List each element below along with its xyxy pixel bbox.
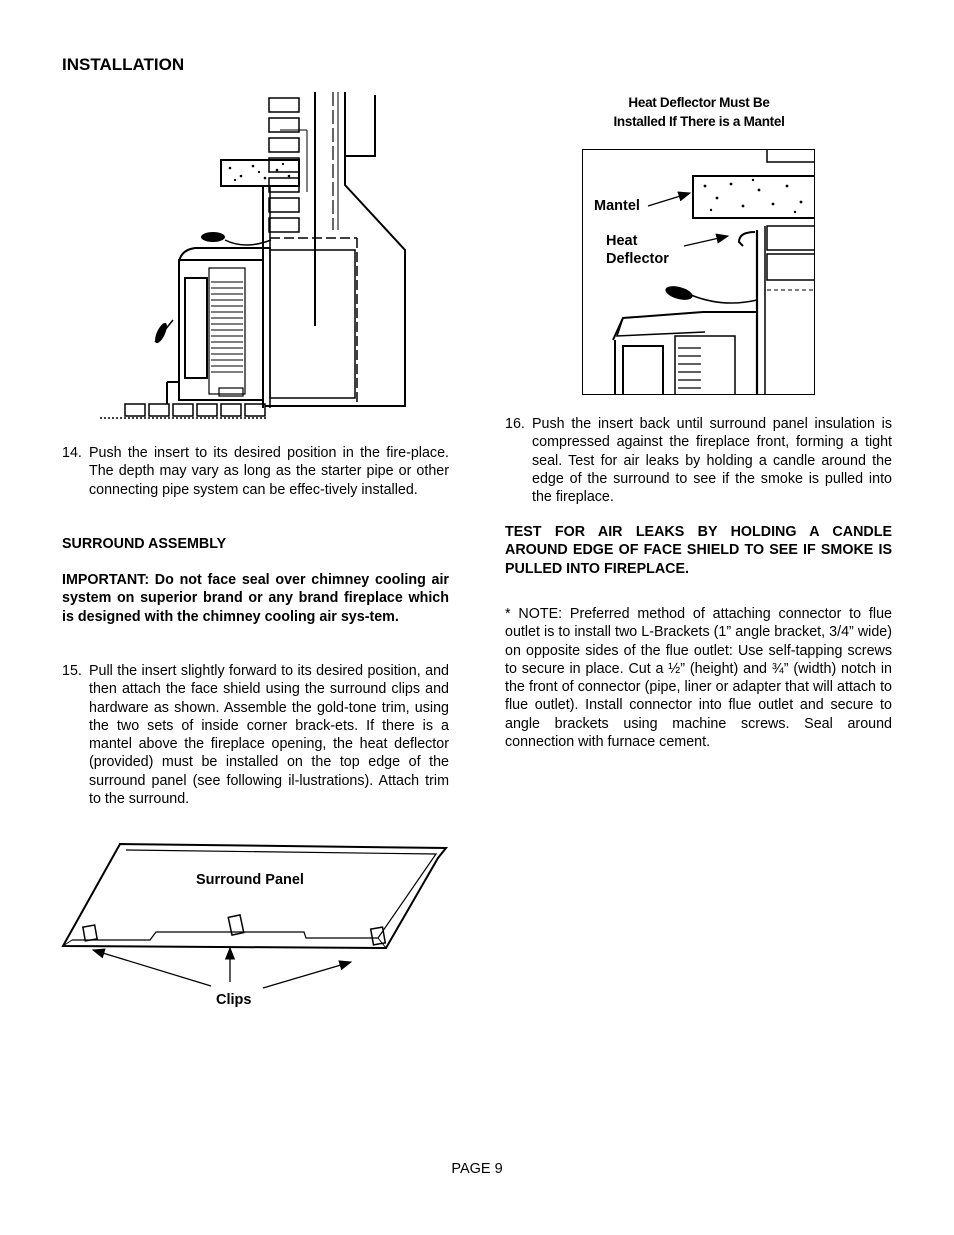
step-16	[505, 415, 892, 506]
section-title: INSTALLATION	[62, 55, 185, 74]
step-14	[62, 444, 449, 499]
surround-panel-label: Surround Panel	[196, 872, 304, 888]
caption-line-2: Installed If There is a Mantel	[613, 114, 785, 129]
caption-line-1: Heat Deflector Must Be	[628, 95, 770, 110]
mantel-label: Mantel	[594, 198, 640, 214]
mantel-figure-caption	[580, 93, 818, 131]
step-15-number: 15.	[62, 663, 82, 679]
step-15-text: Pull the insert slightly forward to its desired position, and then attach the face shield using the surround clips and hardware as shown. Assemble the gold-tone trim, using the two sets of inside corner brack-ets. If there is a mantel above the fireplace opening, the heat deflector (provided) must be installed on the top edge of the surround panel (see following il-lustrations). Attach trim to the surround.	[89, 663, 449, 808]
step-14-text: Push the insert to its desired position in the fire-place. The depth may vary as long as the starter pipe or other connecting pipe system can be effec-tively installed.	[89, 445, 449, 498]
air-leak-warning: TEST FOR AIR LEAKS BY HOLDING A CANDLE AROUND EDGE OF FACE SHIELD TO SEE IF SMOKE IS PULLED INTO FIREPLACE.	[505, 524, 892, 577]
clip-pointer-arrows	[85, 940, 355, 1000]
step-16-number: 16.	[505, 416, 525, 432]
heat-label-line: Heat	[606, 233, 638, 249]
page-number: PAGE 9	[451, 1161, 503, 1177]
clips-label: Clips	[216, 992, 252, 1008]
deflector-label-line: Deflector	[606, 251, 669, 267]
step-16-text: Push the insert back until surround panel insulation is compressed against the fireplace front, forming a tight seal. Test for air leaks by holding a candle around the edge of the surround to see if the smoke is pulled into the fireplace.	[532, 416, 892, 506]
connector-note: * NOTE: Preferred method of attaching connector to flue outlet is to install two L-Brackets (1” angle bracket, 3/4” wide) on opposite sides of the flue outlet: Use self-tapping screws to secure in place. Cut a ½” (height) and ¾” (width) notch in the front of connector (pipe, liner or adapter that will attach to flue outlet). Install connector into flue outlet and secure to angle brackets using machine screws. Seal around connection with furnace cement.	[505, 606, 892, 751]
step-15	[62, 662, 449, 808]
surround-assembly-heading: SURROUND ASSEMBLY	[62, 536, 227, 552]
insert-fireplace-illustration	[95, 90, 415, 425]
step-14-number: 14.	[62, 445, 82, 461]
mantel-pointer-arrows	[640, 180, 740, 250]
important-note: IMPORTANT: Do not face seal over chimney cooling air system on superior brand or any brand fireplace which is designed with the chimney cooling air sys-tem.	[62, 572, 449, 625]
